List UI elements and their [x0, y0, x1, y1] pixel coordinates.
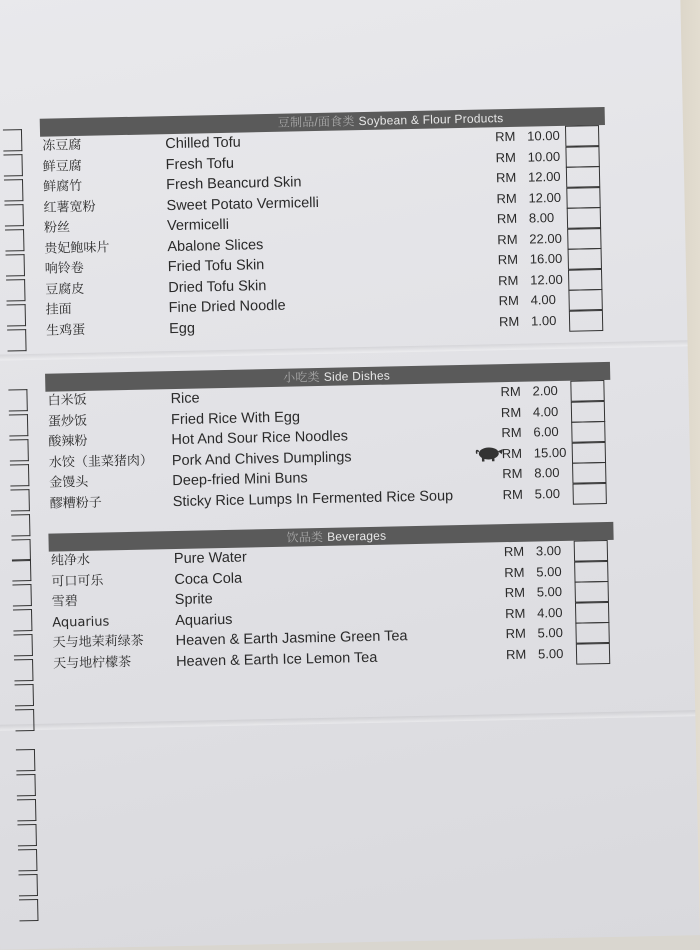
- price-value: 5.00: [534, 485, 561, 501]
- cutoff-checkbox: [19, 874, 38, 896]
- item-name-en: Heaven & Earth Jasmine Green Tea: [175, 628, 408, 650]
- currency-label: RM: [502, 486, 524, 502]
- price-value: 5.00: [536, 563, 562, 579]
- price-value: 10.00: [527, 127, 560, 144]
- order-quantity-box[interactable]: [568, 269, 602, 291]
- item-price: [501, 422, 571, 443]
- item-price: [502, 442, 572, 463]
- price-value: 12.00: [528, 189, 562, 206]
- order-quantity-box[interactable]: [576, 642, 610, 664]
- cutoff-checkbox: [12, 539, 31, 561]
- item-name-en: Heaven & Earth Ice Lemon Tea: [175, 649, 378, 670]
- item-name-zh: 冻豆腐: [42, 137, 82, 154]
- price-value: 1.00: [530, 312, 557, 329]
- item-name-zh: 鲜腐竹: [42, 178, 83, 195]
- item-name-en: Fried Tofu Skin: [167, 257, 265, 276]
- cutoff-checkbox: [15, 684, 34, 706]
- cutoff-checkbox: [8, 389, 27, 411]
- item-name-en: Deep-fried Mini Buns: [172, 470, 308, 490]
- item-price: [504, 561, 574, 582]
- cutoff-checkbox: [13, 609, 32, 631]
- currency-label: RM: [497, 251, 519, 268]
- item-name-zh: 天与地柠檬茶: [52, 654, 132, 672]
- order-quantity-box[interactable]: [571, 401, 605, 423]
- cutoff-checkbox: [11, 514, 30, 536]
- cutoff-checkbox: [12, 559, 31, 581]
- item-price: [497, 208, 567, 229]
- currency-label: RM: [505, 605, 526, 621]
- price-value: 2.00: [532, 382, 558, 399]
- cutoff-checkbox: [6, 254, 25, 276]
- cutoff-checkbox: [10, 489, 29, 511]
- order-quantity-box[interactable]: [568, 248, 602, 270]
- cutoff-checkbox: [10, 464, 29, 486]
- cutoff-checkbox: [6, 279, 25, 301]
- order-quantity-box[interactable]: [566, 187, 600, 209]
- section-beverages: [48, 522, 616, 675]
- price-value: 8.00: [534, 464, 560, 481]
- cutoff-checkbox: [4, 179, 23, 201]
- item-name-en: Fresh Tofu: [165, 155, 235, 173]
- item-name-zh: 醪糟粉子: [49, 495, 102, 512]
- item-list: [40, 125, 609, 342]
- item-price: [501, 401, 571, 422]
- order-quantity-box[interactable]: [572, 441, 606, 463]
- currency-label: RM: [496, 190, 517, 206]
- item-name-en: Abalone Slices: [167, 236, 264, 255]
- price-value: 5.00: [536, 583, 563, 600]
- price-value: 22.00: [529, 230, 563, 247]
- price-value: 16.00: [529, 250, 563, 267]
- cutoff-checkbox: [19, 899, 38, 921]
- item-name-en: Sweet Potato Vermicelli: [166, 194, 320, 214]
- currency-label: RM: [495, 149, 516, 165]
- currency-label: RM: [503, 543, 525, 560]
- currency-label: RM: [495, 128, 516, 145]
- item-price: [505, 623, 575, 644]
- cutoff-checkbox: [5, 229, 24, 251]
- price-value: 6.00: [533, 423, 559, 440]
- order-quantity-box[interactable]: [574, 540, 608, 562]
- cutoff-checkbox: [9, 439, 28, 461]
- currency-label: RM: [505, 625, 526, 642]
- order-quantity-box[interactable]: [567, 228, 601, 250]
- cutoff-checkbox: [14, 659, 33, 681]
- cutoff-checkbox: [16, 749, 35, 771]
- cutoff-checkbox: [7, 304, 26, 326]
- item-name-en: Aquarius: [175, 611, 233, 629]
- item-name-en: Fresh Beancurd Skin: [165, 174, 302, 194]
- item-price: [496, 167, 566, 188]
- section-header-zh: 小吃类: [283, 369, 320, 385]
- item-name-zh: 挂面: [45, 302, 72, 318]
- item-price: [505, 602, 575, 623]
- paper-fold: [0, 340, 688, 361]
- item-name-zh: 酸辣粉: [48, 433, 88, 450]
- item-name-en: Vermicelli: [166, 216, 230, 235]
- currency-label: RM: [501, 445, 523, 461]
- cutoff-checkbox: [15, 709, 34, 731]
- item-name-zh: 天与地茉莉绿茶: [52, 633, 144, 651]
- order-quantity-box[interactable]: [575, 601, 609, 623]
- currency-label: RM: [505, 646, 527, 662]
- price-value: 5.00: [537, 624, 564, 641]
- price-value: 4.00: [530, 292, 557, 308]
- section-side-dishes: [45, 362, 613, 515]
- item-price: [496, 187, 566, 208]
- item-price: [502, 463, 572, 484]
- order-quantity-box[interactable]: [572, 462, 606, 484]
- item-name-zh: 粉丝: [43, 220, 71, 236]
- item-name-zh: 金馒头: [49, 474, 89, 491]
- item-name-en: Sprite: [174, 591, 213, 609]
- section-header-zh: 饮品类: [286, 529, 324, 545]
- price-value: 4.00: [532, 403, 559, 420]
- item-name-zh: 生鸡蛋: [45, 322, 86, 339]
- item-name-en: Fried Rice With Egg: [170, 408, 301, 428]
- price-value: 4.00: [537, 604, 563, 620]
- item-price: [498, 290, 568, 311]
- item-name-zh: 可口可乐: [51, 573, 104, 590]
- item-price: [500, 381, 570, 402]
- currency-label: RM: [502, 465, 523, 482]
- item-price: [499, 310, 569, 331]
- item-price: [498, 249, 568, 270]
- currency-label: RM: [500, 383, 521, 400]
- section-header-zh: 豆制品/面食类: [277, 114, 355, 130]
- item-name-en: Rice: [170, 390, 200, 408]
- price-value: 12.00: [530, 271, 563, 288]
- item-name-en: Sticky Rice Lumps In Fermented Rice Soup: [172, 487, 454, 510]
- item-name-zh: 鲜豆腐: [42, 158, 82, 175]
- order-quantity-box[interactable]: [572, 482, 606, 504]
- order-quantity-box[interactable]: [567, 207, 601, 229]
- item-name-en: Pure Water: [173, 549, 247, 568]
- section-header-en: Beverages: [326, 528, 387, 544]
- cutoff-checkbox: [18, 849, 37, 871]
- currency-label: RM: [501, 424, 522, 441]
- cutoff-checkbox: [12, 584, 31, 606]
- item-list: [45, 380, 612, 515]
- item-price: [497, 228, 567, 249]
- price-value: 15.00: [533, 444, 567, 461]
- item-name-en: Chilled Tofu: [165, 134, 241, 153]
- item-name-zh: 纯净水: [50, 552, 91, 569]
- order-quantity-box[interactable]: [575, 622, 609, 644]
- order-quantity-box[interactable]: [566, 166, 600, 188]
- cutoff-checkbox: [17, 824, 36, 846]
- price-value: 12.00: [527, 168, 561, 185]
- currency-label: RM: [500, 404, 522, 420]
- currency-label: RM: [497, 231, 518, 247]
- cutoff-checkbox: [16, 774, 35, 796]
- item-price: [502, 483, 572, 504]
- item-name-zh: 白米饭: [47, 392, 87, 409]
- item-name-en: Fine Dried Noodle: [168, 297, 286, 317]
- currency-label: RM: [496, 210, 518, 227]
- currency-label: RM: [498, 313, 520, 329]
- currency-label: RM: [495, 169, 517, 186]
- cutoff-checkbox: [7, 329, 26, 351]
- item-name-zh: 贵妃鲍味片: [44, 239, 110, 257]
- currency-label: RM: [498, 292, 519, 309]
- price-value: 8.00: [528, 210, 555, 226]
- order-quantity-box[interactable]: [571, 421, 605, 443]
- item-name-en: Pork And Chives Dumplings: [171, 448, 352, 469]
- item-name-zh: 豆腐皮: [45, 281, 85, 298]
- cutoff-checkbox: [3, 129, 22, 151]
- item-name-en: Hot And Sour Rice Noodles: [171, 428, 349, 449]
- item-price: [505, 582, 575, 603]
- order-quantity-box[interactable]: [565, 146, 599, 168]
- item-price: [495, 146, 565, 167]
- item-price: [495, 126, 565, 147]
- cutoff-checkbox: [14, 634, 33, 656]
- order-quantity-box[interactable]: [568, 289, 602, 311]
- order-quantity-box[interactable]: [574, 560, 608, 582]
- price-value: 5.00: [537, 645, 564, 661]
- item-name-zh: 响铃卷: [44, 260, 85, 277]
- cutoff-checkbox: [4, 204, 23, 226]
- section-header-en: Soybean & Flour Products: [358, 111, 504, 129]
- item-name-en: Coca Cola: [174, 570, 243, 588]
- previous-column-checkboxes: [0, 0, 42, 949]
- section-soybean-flour: [40, 107, 610, 342]
- item-price: [506, 643, 576, 664]
- currency-label: RM: [504, 584, 526, 601]
- item-name-zh: 红薯宽粉: [43, 199, 96, 216]
- cutoff-checkbox: [3, 154, 22, 176]
- item-name-en: Egg: [168, 320, 196, 337]
- item-name-en: Dried Tofu Skin: [168, 277, 267, 296]
- order-quantity-box[interactable]: [569, 310, 603, 332]
- item-list: [49, 540, 616, 675]
- price-value: 3.00: [535, 542, 562, 559]
- currency-label: RM: [504, 564, 525, 580]
- price-value: 10.00: [527, 148, 561, 165]
- paper-fold: [0, 710, 695, 731]
- cutoff-checkbox: [17, 799, 36, 821]
- order-quantity-box[interactable]: [570, 380, 604, 402]
- item-price: [504, 541, 574, 562]
- item-price: [498, 269, 568, 290]
- cutoff-checkbox: [9, 414, 28, 436]
- item-name-zh: Aquarius: [52, 613, 110, 631]
- section-header-en: Side Dishes: [323, 368, 391, 384]
- item-name-zh: 雪碧: [51, 594, 79, 610]
- item-name-zh: 水饺（韭菜猪肉）: [48, 452, 154, 471]
- order-quantity-box[interactable]: [575, 581, 609, 603]
- currency-label: RM: [498, 272, 519, 288]
- order-quantity-box[interactable]: [565, 125, 599, 147]
- item-name-zh: 蛋炒饭: [47, 413, 88, 430]
